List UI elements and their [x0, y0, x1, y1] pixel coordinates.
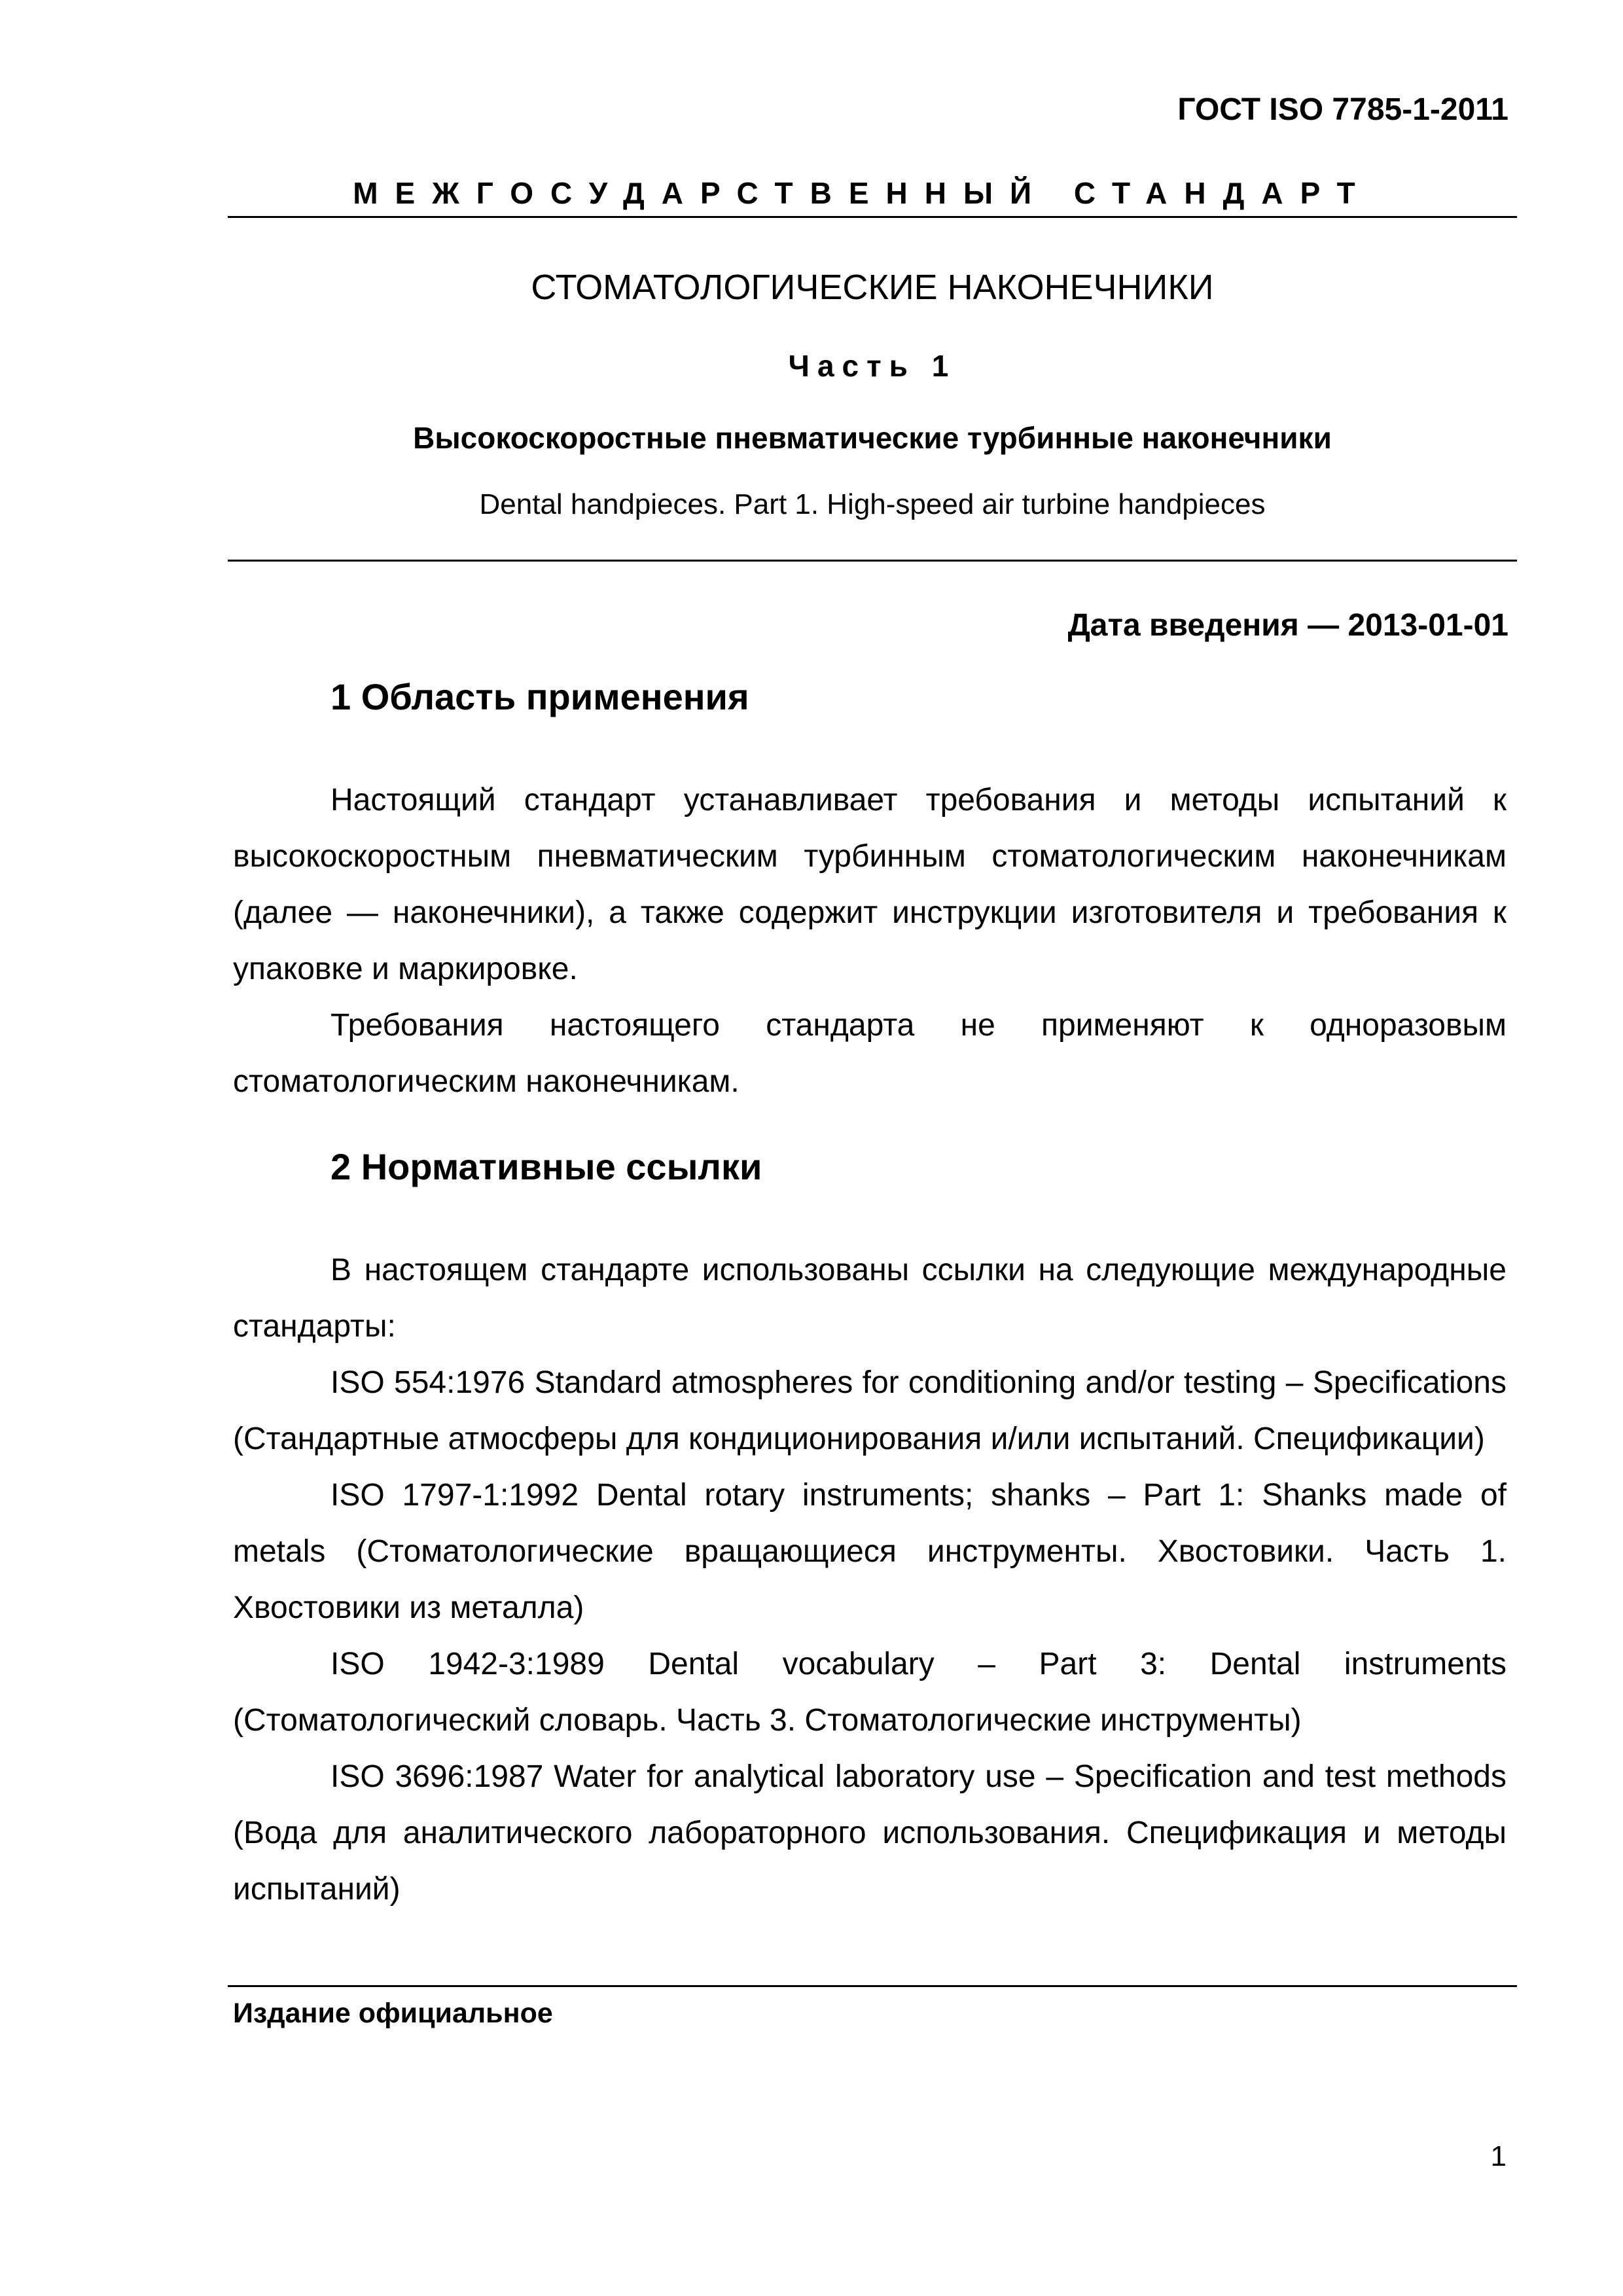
- section-heading-scope: 1 Область применения: [330, 676, 749, 717]
- page-number: 1: [1490, 2140, 1507, 2172]
- header-divider: [228, 216, 1517, 218]
- official-edition-note: Издание официальное: [233, 1998, 553, 2029]
- section-heading-normative-references: 2 Нормативные ссылки: [330, 1146, 762, 1187]
- reference-entry: ISO 3696:1987 Water for analytical laboratory use – Specification and test methods (Вода для аналитического лабораторного использования. Спецификация и методы испытаний): [233, 1759, 1507, 1907]
- part-label: Часть 1: [788, 349, 957, 383]
- reference-entry: ISO 1942-3:1989 Dental vocabulary – Part 3: Dental instruments (Стоматологический словарь. Часть 3. Стоматологические инструменты): [233, 1647, 1507, 1738]
- document-code: ГОСТ ISO 7785-1-2011: [1177, 92, 1508, 127]
- paragraph: В настоящем стандарте использованы ссылки на следующие международные стандарты:: [233, 1253, 1507, 1344]
- paragraph: Требования настоящего стандарта не применяют к одноразовым стоматологическим наконечникам.: [233, 1008, 1507, 1099]
- section-scope-body: [233, 772, 1507, 1110]
- title-divider: [228, 560, 1517, 562]
- reference-entry: ISO 1797-1:1992 Dental rotary instruments; shanks – Part 1: Shanks made of metals (Стоматологические вращающиеся инструменты. Хвостовики. Часть 1. Хвостовики из металла): [233, 1478, 1507, 1625]
- reference-entry: ISO 554:1976 Standard atmospheres for conditioning and/or testing – Specifications (Стандартные атмосферы для кондиционирования и/или испытаний. Спецификации): [233, 1365, 1507, 1456]
- subtitle-russian: Высокоскоростные пневматические турбинные наконечники: [413, 421, 1332, 455]
- document-title: СТОМАТОЛОГИЧЕСКИЕ НАКОНЕЧНИКИ: [531, 268, 1214, 307]
- footer-divider: [228, 1985, 1517, 1987]
- paragraph: Настоящий стандарт устанавливает требования и методы испытаний к высокоскоростным пневматическим турбинным стоматологическим наконечникам (далее — наконечники), а также содержит инструкции изготовителя и требования к упаковке и маркировке.: [233, 783, 1507, 986]
- subtitle-english: Dental handpieces. Part 1. High-speed air turbine handpieces: [479, 488, 1266, 520]
- introduction-date: Дата введения — 2013-01-01: [1067, 608, 1508, 643]
- section-references-body: [233, 1242, 1507, 1918]
- standard-type-banner: МЕЖГОСУДАРСТВЕННЫЙ СТАНДАРТ: [353, 176, 1372, 210]
